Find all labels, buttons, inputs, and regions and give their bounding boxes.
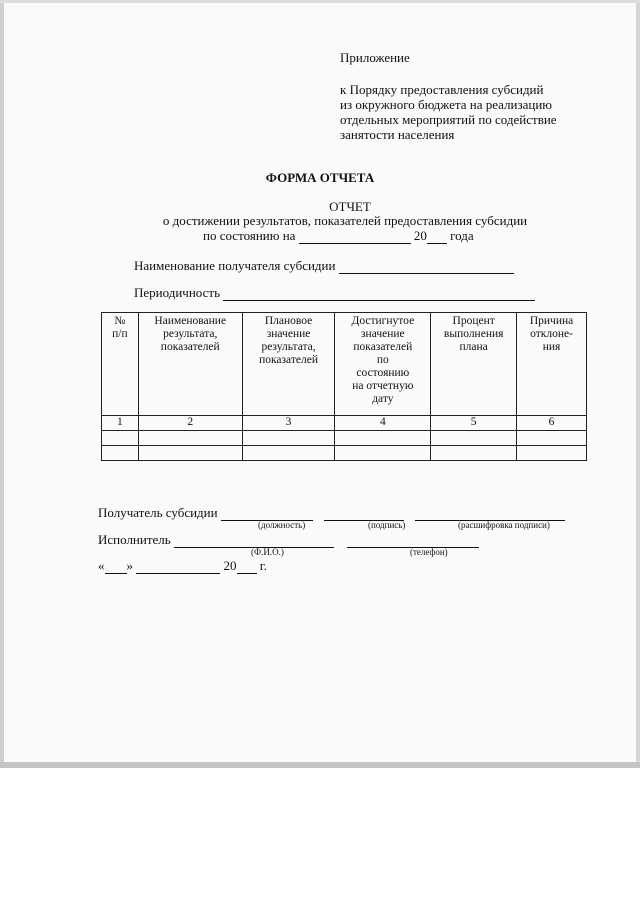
report-title: ОТЧЕТ bbox=[329, 199, 371, 214]
appendix-line-2: из окружного бюджета на реализацию bbox=[340, 97, 552, 112]
column-number: 3 bbox=[242, 416, 335, 431]
table-cell[interactable] bbox=[102, 446, 139, 461]
recipient-label: Получатель субсидии bbox=[98, 505, 218, 520]
sign-date-year: 20 bbox=[223, 558, 237, 573]
table-cell[interactable] bbox=[102, 431, 139, 446]
table-header-row bbox=[102, 313, 587, 416]
table-cell[interactable] bbox=[431, 446, 517, 461]
table-cell[interactable] bbox=[242, 446, 335, 461]
header-achieved bbox=[335, 313, 431, 416]
report-date-suffix: года bbox=[450, 228, 474, 243]
table-number-row bbox=[102, 416, 587, 431]
form-title: ФОРМА ОТЧЕТА bbox=[265, 170, 375, 185]
fio-blank[interactable] bbox=[174, 532, 334, 548]
decoding-blank[interactable] bbox=[415, 505, 565, 521]
recipient-name-row bbox=[134, 258, 514, 274]
header-text: отклоне- bbox=[530, 328, 573, 340]
page-edge-bottom bbox=[0, 762, 640, 768]
table-cell[interactable] bbox=[431, 431, 517, 446]
date-close-quote: » bbox=[126, 558, 133, 573]
header-percent bbox=[431, 313, 517, 416]
header-text: Достигнутое bbox=[351, 315, 415, 327]
table-cell[interactable] bbox=[517, 446, 587, 461]
day-blank[interactable] bbox=[105, 558, 127, 574]
recipient-name-blank[interactable] bbox=[339, 258, 514, 274]
header-text: плана bbox=[459, 341, 488, 353]
header-text: результата, bbox=[163, 328, 218, 340]
table-cell[interactable] bbox=[138, 431, 242, 446]
periodicity-label: Периодичность bbox=[134, 285, 221, 300]
header-name bbox=[138, 313, 242, 416]
recipient-name-label: Наименование получателя субсидии bbox=[134, 258, 336, 273]
header-text: ния bbox=[542, 341, 561, 353]
header-text: значение bbox=[361, 328, 405, 340]
position-blank[interactable] bbox=[221, 505, 313, 521]
report-year-blank[interactable] bbox=[427, 228, 447, 244]
report-date-prefix: по состоянию на bbox=[203, 228, 296, 243]
header-text: Плановое bbox=[264, 315, 313, 327]
header-text: на отчетную bbox=[352, 380, 414, 392]
header-text: результата, bbox=[261, 341, 316, 353]
table-row bbox=[102, 431, 587, 446]
report-date-blank[interactable] bbox=[299, 228, 411, 244]
column-number: 6 bbox=[517, 416, 587, 431]
table-cell[interactable] bbox=[335, 431, 431, 446]
header-text: Наименование bbox=[154, 315, 227, 327]
header-text: дату bbox=[372, 393, 394, 405]
page-edge-left bbox=[0, 0, 4, 768]
periodicity-row bbox=[134, 285, 535, 301]
sign-date-row bbox=[98, 558, 267, 574]
sign-year-blank[interactable] bbox=[237, 558, 257, 574]
phone-blank[interactable] bbox=[347, 532, 479, 548]
header-text: показателей bbox=[160, 341, 220, 353]
table-cell[interactable] bbox=[242, 431, 335, 446]
recipient-signature-row bbox=[98, 505, 565, 521]
report-date-year: 20 bbox=[413, 228, 427, 243]
page-edge-right bbox=[636, 0, 640, 768]
sign-date-suffix: г. bbox=[259, 558, 267, 573]
appendix-line-1: к Порядку предоставления субсидий bbox=[340, 82, 544, 97]
header-text: значение bbox=[266, 328, 311, 340]
report-date-line bbox=[203, 228, 474, 244]
header-text: показателей bbox=[259, 354, 318, 366]
header-number bbox=[102, 313, 139, 416]
column-number: 4 bbox=[335, 416, 431, 431]
column-number: 5 bbox=[431, 416, 517, 431]
page-edge-top bbox=[0, 0, 640, 3]
report-table bbox=[101, 312, 587, 461]
header-text: Процент bbox=[452, 315, 495, 327]
header-text: Причина bbox=[529, 315, 574, 327]
month-blank[interactable] bbox=[136, 558, 220, 574]
column-number: 2 bbox=[138, 416, 242, 431]
header-reason bbox=[517, 313, 587, 416]
report-subtitle: о достижении результатов, показателей предоставления субсидии bbox=[162, 213, 528, 228]
appendix-line-4: занятости населения bbox=[340, 127, 455, 142]
signature-caption: (подпись) bbox=[368, 520, 406, 530]
header-text: состоянию bbox=[356, 367, 410, 379]
periodicity-blank[interactable] bbox=[223, 285, 535, 301]
table-row bbox=[102, 446, 587, 461]
phone-caption: (телефон) bbox=[410, 547, 448, 557]
appendix-line-3: отдельных мероприятий по содействие bbox=[340, 112, 557, 127]
header-text: выполнения bbox=[443, 328, 504, 340]
decoding-caption: (расшифровка подписи) bbox=[458, 520, 550, 530]
table-cell[interactable] bbox=[517, 431, 587, 446]
executor-row bbox=[98, 532, 479, 548]
header-planned bbox=[242, 313, 335, 416]
fio-caption: (Ф.И.О.) bbox=[251, 547, 284, 557]
position-caption: (должность) bbox=[258, 520, 306, 530]
table-cell[interactable] bbox=[335, 446, 431, 461]
table-cell[interactable] bbox=[138, 446, 242, 461]
header-text: № bbox=[114, 315, 126, 327]
signature-blank[interactable] bbox=[324, 505, 404, 521]
appendix-title: Приложение bbox=[340, 50, 410, 65]
header-text: показателей bbox=[353, 341, 413, 353]
executor-label: Исполнитель bbox=[98, 532, 171, 547]
column-number: 1 bbox=[102, 416, 139, 431]
date-open-quote: « bbox=[98, 558, 105, 573]
header-text: по bbox=[376, 354, 389, 366]
header-text: п/п bbox=[112, 328, 128, 340]
